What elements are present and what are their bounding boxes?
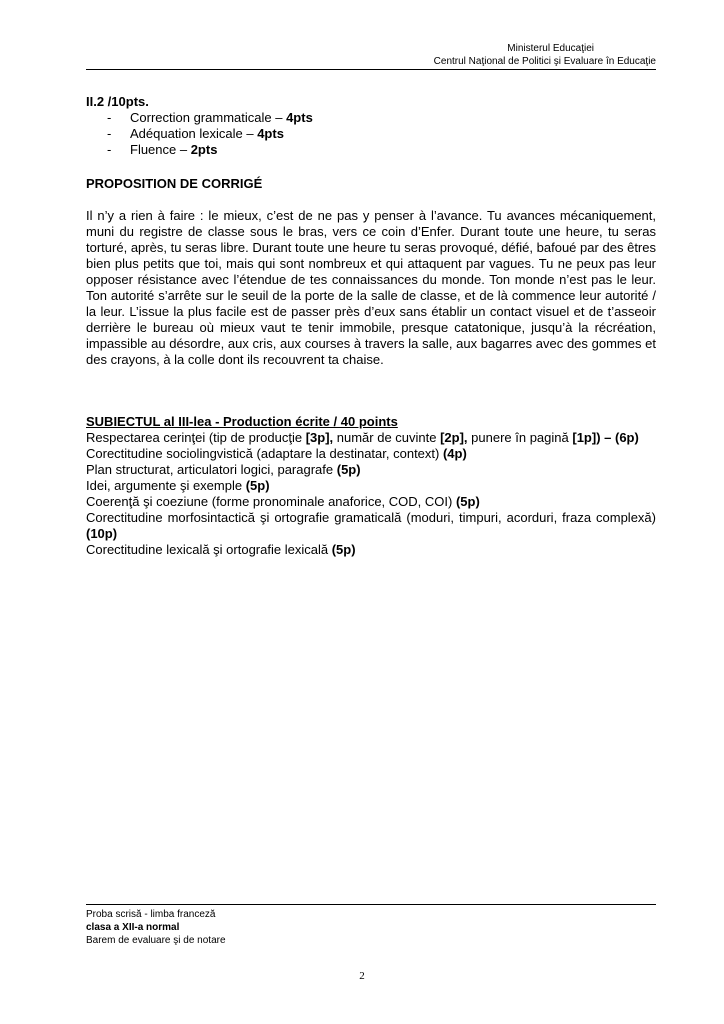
footer-class: clasa a XII-a normal xyxy=(86,922,180,933)
criterion-1: Respectarea cerinţei (tip de producţie [3p], număr de cuvinte [2p], punere în pagină [1p]) – (6p) xyxy=(86,430,639,445)
criterion-2: Corectitudine sociolingvistică (adaptare la destinatar, context) (4p) xyxy=(86,446,467,461)
list-item: - Fluence – 2pts xyxy=(107,142,218,157)
corrige-title: PROPOSITION DE CORRIGÉ xyxy=(86,176,263,191)
criterion-7: Corectitudine lexicală şi ortografie lexicală (5p) xyxy=(86,542,356,557)
section-ii2-title: II.2 /10pts. xyxy=(86,94,149,109)
footer-rule xyxy=(86,904,656,905)
header-ministry: Ministerul Educaţiei xyxy=(507,43,594,54)
criterion-3: Plan structurat, articulatori logici, paragrafe (5p) xyxy=(86,462,361,477)
header-rule xyxy=(86,69,656,70)
page-number: 2 xyxy=(359,970,365,982)
page-header xyxy=(86,42,656,68)
section-ii2-list xyxy=(86,110,656,158)
page-footer xyxy=(86,908,226,947)
footer-exam: Proba scrisă - limba franceză xyxy=(86,909,216,920)
list-item: - Adéquation lexicale – 4pts xyxy=(107,126,284,141)
footer-barem: Barem de evaluare şi de notare xyxy=(86,935,226,946)
header-center: Centrul Naţional de Politici şi Evaluare în Educaţie xyxy=(433,56,656,67)
page-content xyxy=(86,94,656,558)
criterion-5: Coerenţă şi coeziune (forme pronominale anaforice, COD, COI) (5p) xyxy=(86,494,480,509)
criterion-4: Idei, argumente şi exemple (5p) xyxy=(86,478,270,493)
corrige-text: Il n’y a rien à faire : le mieux, c’est de ne pas y penser à l’avance. Tu avances mécaniquement, muni du registre de classe sous le bras, vers ce coin d’Enfer. Durant toute une heure, tu seras torturé, après, tu seras libre. Durant toute une heure tu seras provoqué, défié, bafoué par des êtres bien plus petits que toi, mais qui sont nombreux et qui attaquent par vagues. Tu ne peux pas leur opposer résistance avec l’étendue de tes connaissances du monde. Ton monde n’est pas le leur. Ton autorité s’arrête sur le seuil de la porte de la salle de classe, et de là commence leur autorité / la leur. L’issue la plus facile est de passer près d’eux sans établir un contact visuel et de t’asseoir derrière le bureau où mieux vaut te tenir immobile, presque catatonique, jusqu’à la récréation, impassible au désordre, aux cris, aux courses à travers la salle, aux bagarres avec des gommes et des crayons, à la colle dont ils recouvrent ta chaise. xyxy=(86,208,656,367)
criterion-6: Corectitudine morfosintactică şi ortografie gramaticală (moduri, timpuri, acorduri, fraza complexă) (10p) xyxy=(86,510,656,541)
subject3-title: SUBIECTUL al III-lea - Production écrite / 40 points xyxy=(86,414,398,429)
list-item: - Correction grammaticale – 4pts xyxy=(107,110,313,125)
